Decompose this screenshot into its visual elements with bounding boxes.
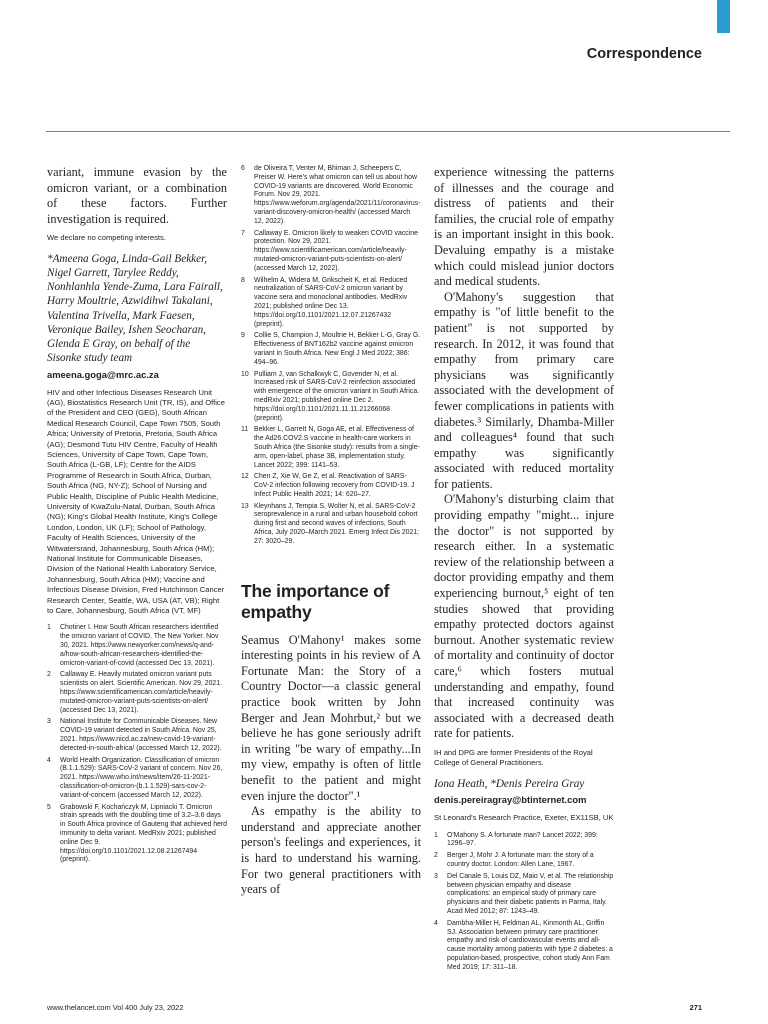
reference-number: 2 [47, 671, 51, 679]
reference-number: 9 [241, 332, 245, 340]
reference-text: Callaway E. Heavily mutated omicron variant puts scientists on alert. Scientific American. Nov 29, 2021. https://www.scientificamerican.com/article/heavily-mutated-omicron-variant-puts-scientists-on-alert/ (accessed Dec 13, 2021). [60, 671, 223, 714]
author-affiliation: St Leonard's Research Practice, Exeter, EX11SB, UK [434, 813, 614, 823]
author-list: Iona Heath, *Denis Pereira Gray [434, 777, 585, 790]
reference-number: 12 [241, 473, 249, 481]
body-paragraph: O'Mahony's disturbing claim that providing empathy "might... injure the doctor" is not supported by research either. In a systematic review of the relationship between a doctor providing empathy and them experiencing burnout,⁵ eight of ten studies showed that providing empathy protected doctors against burnout. Another systematic review of mortality and continuity of doctor care,⁶ which fosters mutual understanding and empathy, found that increased continuity was associated with a decreased death rate for patients. [434, 492, 614, 741]
reference-item [241, 426, 421, 470]
reference-number: 3 [47, 718, 51, 726]
reference-item [47, 624, 227, 668]
reference-item [434, 920, 614, 973]
reference-list [434, 832, 614, 973]
reference-text: Chotiner I. How South African researchers identified the omicron variant of COVID. The New Yorker. Nov 30, 2021. https://www.newyorker.com/news/q-and-a/how-south-african-researchers-identified-the-omicron-variant-of-covid (accessed Dec 13, 2021). [60, 624, 219, 667]
author-email[interactable]: denis.pereiragray@btinternet.com [434, 794, 587, 806]
author-affiliations: HIV and other Infectious Diseases Research Unit (AG), Biostatistics Research Unit (TR, IS), and Office of the President and CEO (GEG), South African Medical Research Council, Cape Town 7505, South Africa; University of Pretoria, Pretoria, South Africa (AG); Desmond Tutu HIV Centre, Faculty of Health Sciences, University of Cape Town, Cape Town, South Africa (L-GB, LF); Centre for the AIDS Programme of Research in South Africa, Durban, South Africa (NG, NY-Z); School of Nursing and Public Health, Discipline of Public Health Medicine, University of KwaZulu-Natal, Durban, South Africa (NG); King's Global Health Institute, King's College London, London, UK (LF); School of Pathology, Faculty of Health Sciences, University of the Witwatersrand, Johannesburg, South Africa (HM); National Institute for Communicable Diseases, Division of the National Health Laboratory Service, Johannesburg, South Africa (HM); Vaccine and Infectious Disease Division, Fred Hutchinson Cancer Research Center, Seattle, WA, USA (AT, VB); Right to Care, Johannesburg, South Africa (VT, MF) [47, 387, 225, 616]
reference-number: 2 [434, 852, 438, 860]
reference-list [241, 165, 421, 547]
body-paragraph: Seamus O'Mahony¹ makes some interesting points in his review of A Fortunate Man: the Story of a Country Doctor—a classic general practice book written by John Berger and Jean Mohrbut,² but we believe he has gone seriously adrift in writing "be wary of empathy...In my view, empathy is often of little benefit to the patient and might even injure the doctor".¹ [241, 632, 421, 803]
reference-text: Kleynhans J, Tempia S, Wolter N, et al. SARS-CoV-2 seroprevalence in a rural and urban household cohort during first and second waves of infections, South Africa, July 2020–March 2021. Emerg Infect Dis 2021; 27: 3020–29. [254, 502, 420, 545]
reference-item [241, 371, 421, 424]
reference-number: 10 [241, 370, 249, 378]
reference-text: Del Canale S, Louis DZ, Maio V, et al. The relationship between physician empathy and disease complications: an empirical study of primary care physicians and their diabetic patients in Parma, Italy. Acad Med 2012; 87: 1243–49. [447, 872, 614, 915]
column-2 [241, 165, 421, 898]
reference-number: 1 [47, 624, 51, 632]
reference-text: Pulliam J, van Schalkwyk C, Govender N, et al. Increased risk of SARS-CoV-2 reinfection associated with emergence of the omicron variant in South Africa. medRxiv 2021; published online Dec 2. https://doi.org/10.1101/2021.11.11.21266068 (preprint). [254, 370, 420, 422]
reference-text: Grabowski F, Kochańczyk M, Lipniacki T. Omicron strain spreads with the doubling time of 3.2–3.6 days in South Africa province of Gauteng that achieved herd immunity to delta variant. MedRxiv 2021; published online Dec 9. https://doi.org/10.1101/2021.12.08.21267494 (preprint). [60, 803, 228, 864]
competing-interests: IH and DPG are former Presidents of the Royal College of General Practitioners. [434, 747, 593, 768]
reference-text: Bekker L, Garrett N, Goga AE, et al. Effectiveness of the Ad26.COV2.S vaccine in health-care workers in South Africa (the Sisonke study): results from a single-arm, open-label, phase 3B, implementation study. Lancet 2022; 399: 1141–53. [254, 426, 420, 469]
header-rule [46, 131, 730, 132]
reference-number: 5 [47, 803, 51, 811]
body-paragraph: As empathy is the ability to understand and appreciate another person's feelings and experiences, it is hard to understand his warning. For two general practitioners with years of [241, 804, 421, 897]
reference-item [47, 757, 227, 801]
reference-item [434, 852, 614, 870]
reference-text: O'Mahony S. A fortunate man? Lancet 2022; 399: 1296–97. [447, 831, 598, 848]
reference-number: 4 [434, 919, 438, 927]
reference-text: de Oliveira T, Venter M, Bhiman J, Scheepers C, Preiser W. Here's what omicron can tell us about how COVID-19 variants are discovered. World Economic Forum. Nov 29, 2021. https://www.weforum.org/agenda/2021/11/coronavirus-variant-discovery-omicron-health/ (accessed March 12, 2022). [254, 165, 421, 225]
author-email[interactable]: ameena.goga@mrc.ac.za [47, 368, 159, 380]
reference-number: 6 [241, 165, 245, 172]
reference-text: Collie S, Champion J, Moultrie H, Bekker L-G, Gray G. Effectiveness of BNT162b2 vaccine against omicron variant in South Africa. New Engl J Med 2022; 386: 494–96. [254, 332, 421, 366]
column-1 [47, 165, 227, 868]
reference-item [47, 671, 227, 715]
reference-list [47, 624, 227, 865]
reference-number: 13 [241, 502, 249, 510]
reference-item [47, 804, 227, 866]
reference-item [241, 332, 421, 367]
reference-text: Wilhelm A, Widera M, Grikscheit K, et al. Reduced neutralization of SARS-CoV-2 omicron variant by vaccine sera and monoclonal antibodies. MedRxiv 2021; published online Dec 13. https://doi.org/10.1101/2021.12.07.21267432 (preprint). [254, 276, 408, 328]
reference-item [241, 165, 421, 227]
reference-number: 11 [241, 426, 249, 434]
column-3 [434, 165, 614, 976]
reference-item [241, 230, 421, 274]
letter-body-tail: variant, immune evasion by the omicron variant, or a combination of these factors. Further investigation is required. [47, 165, 227, 226]
reference-text: Dambha-Miller H, Feldman AL, Kinmonth AL, Griffin SJ. Association between primary care practitioner empathy and risk of cardiovascular events and all-cause mortality among patients with type 2 diabetes: a population-based, prospective, cohort study Ann Fam Med 2019; 17: 311–18. [447, 919, 613, 971]
reference-text: National Institute for Communicable Diseases. New COVID-19 variant detected in South Africa. Nov 25, 2021. https://www.nicd.ac.za/new-covid-19-variant-detected-in-south-africa/ (accessed March 12, 2022). [60, 718, 222, 752]
reference-number: 7 [241, 229, 245, 237]
reference-item [241, 277, 421, 330]
reference-item [47, 718, 227, 753]
body-paragraph: experience witnessing the patterns of illnesses and the courage and distress of patients and their families, the crucial role of empathy is an important insight in this book. Devaluing empathy is a mistake which could mislead junior doctors and medical students. [434, 165, 614, 289]
journal-accent-bar [717, 0, 730, 33]
reference-text: Chen Z, Xie W, Ge Z, et al. Reactivation of SARS-CoV-2 infection following recovery from COVID-19. J Infect Public Health 2021; 14: 620–27. [254, 473, 415, 498]
reference-number: 3 [434, 872, 438, 880]
body-paragraph: O'Mahony's suggestion that empathy is "of little benefit to the patient" is not supported by research. In 2012, it was found that empathy from primary care physicians was significantly associated with the development of fewer complications in patients with diabetes.³ Similarly, Dhamba-Miller and colleagues⁴ found that such empathy was significantly associated with reduced mortality for patients. [434, 289, 614, 491]
reference-text: Callaway E. Omicron likely to weaken COVID vaccine protection. Nov 29, 2021. https://www.scientificamerican.com/article/heavily-mutated-omicron-variant-puts-scientists-on-alert/ (accessed March 12, 2022). [254, 229, 418, 272]
reference-text: World Health Organization. Classification of omicron (B.1.1.529): SARS-CoV-2 variant of concern. Nov 26, 2021. https://www.who.int/news/item/26-11-2021-classification-of-omicron-(b.1.1.529)-sars-cov-2-variant-of-concern (accessed March 12, 2022). [60, 756, 223, 799]
reference-number: 4 [47, 756, 51, 764]
reference-text: Berger J, Mohr J. A fortunate man: the story of a country doctor. London: Allen Lane, 1967. [447, 852, 594, 868]
reference-number: 8 [241, 276, 245, 284]
reference-item [434, 832, 614, 850]
reference-item [434, 873, 614, 917]
footer-journal-info: www.thelancet.com Vol 400 July 23, 2022 [47, 1003, 184, 1012]
competing-interests: We declare no competing interests. [47, 233, 166, 243]
reference-number: 1 [434, 831, 438, 839]
section-title: Correspondence [586, 46, 702, 62]
page-number: 271 [689, 1003, 702, 1012]
author-list: *Ameena Goga, Linda-Gail Bekker, Nigel Garrett, Tarylee Reddy, Nonhlanhla Yende-Zuma, Lara Fairall, Harry Moultrie, Azwidihwi Takalani, Valentina Trivella, Mark Faesen, Veronique Bailey, Ishen Seocharan, Glenda E Gray, on behalf of the Sisonke study team [47, 252, 223, 365]
reference-item [241, 503, 421, 547]
reference-item [241, 473, 421, 499]
article-heading: The importance of empathy [241, 580, 390, 622]
